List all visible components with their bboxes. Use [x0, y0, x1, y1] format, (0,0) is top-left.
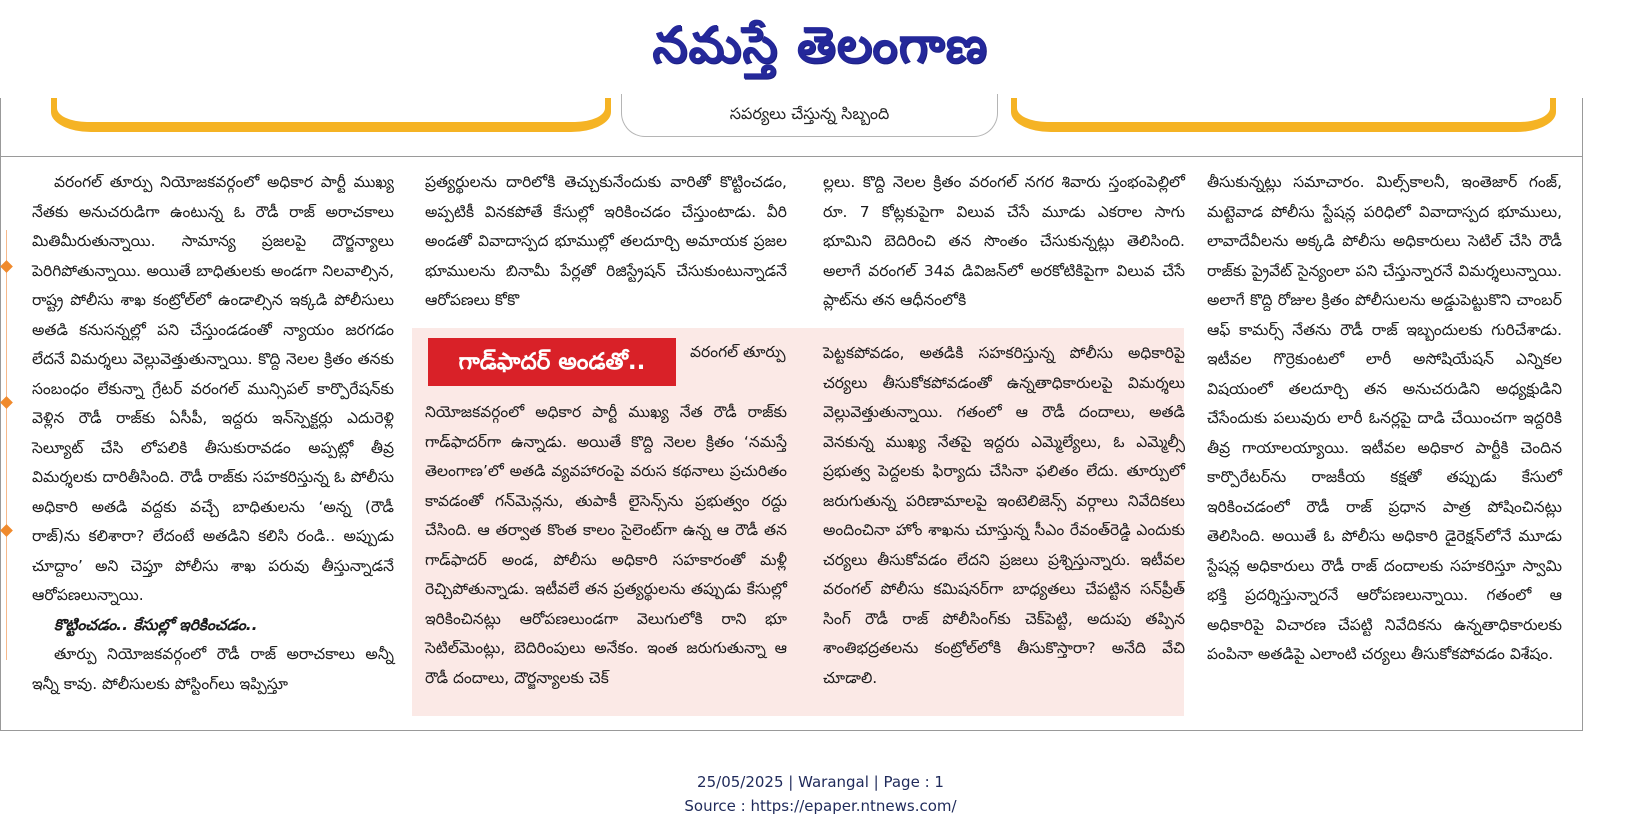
paragraph: తీసుకున్నట్లు సమాచారం. మిల్స్‌కాలనీ, ఇంతెజార్ గంజ్, మట్టెవాడ పోలీసు స్టేషన్ల పరిధిలో వివాదాస్పద భూములు, లావాదేవీలను అక్కడి పోలీసు అధికారులు సెటిల్ చేసి రౌడీ రాజ్‌కు ప్రైవేట్ సైన్యంలా పని చేస్తున్నారనే విమర్శలున్నాయి. అలాగే కొద్ది రోజుల క్రితం పోలీసులను అడ్డుపెట్టుకొని చాంబర్ ఆఫ్ కామర్స్ నేతను రౌడీ రాజ్ ఇబ్బందులకు గురిచేశాడు. ఇటీవల గొర్రెకుంటలో లారీ అసోషియేషన్ ఎన్నికల విషయంలో తలదూర్చి తన అనుచరుడిని అధ్యక్షుడిని చేసేందుకు పలువురు లారీ ఓనర్లపై దాడి చేయించగా ఇద్దరికి తీవ్ర గాయాలయ్యాయి. ఇటీవల అధికార పార్టీకి చెందిన కార్పొరేటర్‌ను రాజకీయ కక్షతో తప్పుడు కేసులో ఇరికించడంలో రౌడీ రాజ్ ప్రధాన పాత్ర పోషించినట్లు తెలిసింది. అయితే ఓ పోలీసు అధికారి డైరెక్షన్‌లోనే మూడు స్టేషన్ల అధికారులు రౌడీ రాజ్ దందాలకు సహకరిస్తూ స్వామి భక్తి ప్రదర్శిస్తున్నారనే ఆరోపణలున్నాయి. గతంలో ఆ అధికారిపై విచారణ చేపట్టి నివేదికను ఉన్నతాధికారులకు పంపినా అతడిపై ఎలాంటి చర్యలు తీసుకోకపోవడం విశేషం. — [1207, 173, 1562, 663]
paragraph: వరంగల్ తూర్పు నియోజకవర్గంలో అధికార పార్టీ ముఖ్య నేతకు అనుచరుడిగా ఉంటున్న ఓ రౌడీ రాజ్ అరాచకాలు మితిమీరుతున్నాయి. సామాన్య ప్రజలపై దౌర్జన్యాలు పెరిగిపోతున్నాయి. అయితే బాధితులకు అండగా నిలవాల్సిన, రాష్ట్ర పోలీసు శాఖ కంట్రోల్‌లో ఉండాల్సిన ఇక్కడి పోలీసులు అతడి కనుసన్నల్లో పని చేస్తుండడంతో న్యాయం జరగడం లేదనే విమర్శలు వెల్లువెత్తుతున్నాయి. కొద్ది నెలల క్రితం తనకు సంబంధం లేకున్నా గ్రేటర్ వరంగల్ మున్సిపల్ కార్పొరేషన్‌కు వెళ్లిన రౌడీ రాజ్‌కు ఏసీపీ, ఇద్దరు ఇన్‌స్పెక్టర్లు ఎదురెళ్లి సెల్యూట్ చేసి లోపలికి తీసుకురావడం అప్పట్లో తీవ్ర విమర్శలకు దారితీసింది. రౌడీ రాజ్‌కు సహకరిస్తున్న ఓ పోలీసు అధికారి అతడి వద్దకు వచ్చే బాధితులను ‘అన్న (రౌడీ రాజ్)ను కలిశారా? లేదంటే అతడిని కలిసి రండి.. అప్పుడు చూద్దాం’ అని చెప్తూ పోలీసు శాఖ పరువు తీస్తున్నాడనే ఆరోపణలున్నాయి. — [32, 173, 394, 604]
article-column-2 — [425, 168, 787, 316]
box-column-1 — [425, 398, 787, 693]
paragraph: తూర్పు నియోజకవర్గంలో రౌడీ రాజ్ అరాచకాలు అన్నీ ఇన్నీ కావు. పోలీసులకు పోస్టింగ్‌లు ఇప్పిస్తూ — [32, 645, 394, 693]
article-column-3 — [823, 168, 1185, 316]
teaser-text: సపర్యలు చేస్తున్న సిబ్బంది — [729, 104, 890, 123]
teaser-wave-left — [51, 98, 611, 132]
paragraph: ల్లలు. కొద్ది నెలల క్రితం వరంగల్ నగర శివారు స్తంభంపెల్లిలో రూ. 7 కోట్లకుపైగా విలువ చేసే మూడు ఎకరాల సాగు భూమిని బెదిరించి తన సొంతం చేసుకున్నట్లు తెలిసింది. అలాగే వరంగల్ 34వ డివిజన్‌లో అరకోటికిపైగా విలువ చేసే ప్లాట్‌ను తన ఆధీనంలోకి — [823, 173, 1185, 309]
teaser-divider — [1, 156, 1582, 157]
box-kicker: గాడ్‌ఫాదర్ అండతో.. — [428, 338, 676, 386]
teaser-band — [1, 98, 1582, 158]
footer-source-line: Source : https://epaper.ntnews.com/ — [684, 797, 957, 815]
box-column-2 — [823, 339, 1185, 693]
footer — [0, 770, 1641, 818]
paragraph: ప్రత్యర్థులను దారిలోకి తెచ్చుకునేందుకు వారితో కొట్టించడం, అప్పటికీ వినకపోతే కేసుల్లో ఇరికించడం చేస్తుంటాడు. వీరి అండతో వివాదాస్పద భూముల్లో తలదూర్చి అమాయక ప్రజల భూములను బినామీ పేర్లతో రిజిస్ట్రేషన్ చేసుకుంటున్నాడనే ఆరోపణలు కోకొ — [425, 173, 787, 309]
paragraph: పెట్టకపోవడం, అతడికి సహకరిస్తున్న పోలీసు అధికారిపై చర్యలు తీసుకోకపోవడంతో ఉన్నతాధికారులపై విమర్శలు వెల్లువెత్తుతున్నాయి. గతంలో ఆ రౌడీ దందాలు, అతడి వెనకున్న ముఖ్య నేతపై ఇద్దరు ఎమ్మెల్యేలు, ఓ ఎమ్మెల్సీ ప్రభుత్వ పెద్దలకు ఫిర్యాదు చేసినా ఫలితం లేదు. తూర్పులో జరుగుతున్న పరిణామాలపై ఇంటెలిజెన్స్ వర్గాలు నివేదికలు అందించినా హోం శాఖను చూస్తున్న సీఎం రేవంత్‌రెడ్డి ఎందుకు చర్యలు తీసుకోవడం లేదని ప్రజలు ప్రశ్నిస్తున్నారు. ఇటీవల వరంగల్ పోలీసు కమిషనర్‌గా బాధ్యతలు చేపట్టిన సన్‌ప్రీత్ సింగ్ రౌడీ రాజ్ పోలీసింగ్‌కు చెక్‌పెట్టి, అదుపు తప్పిన శాంతిభద్రతలను కంట్రోల్‌లోకి తీసుకొస్తారా? అనేది వేచి చూడాలి. — [823, 344, 1185, 687]
article-column-4 — [1207, 168, 1562, 670]
teaser-bubble — [621, 94, 998, 137]
margin-line — [6, 230, 7, 660]
masthead — [0, 0, 1641, 98]
newspaper-logo: నమస్తే తెలంగాణ — [652, 16, 988, 74]
footer-date-line: 25/05/2025 | Warangal | Page : 1 — [697, 773, 944, 791]
box-kicker-side: వరంగల్ తూర్పు — [690, 343, 786, 361]
subheading: కొట్టించడం.. కేసుల్లో ఇరికించడం.. — [54, 615, 258, 634]
article-column-1 — [32, 168, 394, 699]
paragraph: నియోజకవర్గంలో అధికార పార్టీ ముఖ్య నేత రౌడీ రాజ్‌కు గాడ్‌ఫాదర్‌గా ఉన్నాడు. అయితే కొద్ది నెలల క్రితం ‘నమస్తే తెలంగాణ’లో అతడి వ్యవహారంపై వరుస కథనాలు ప్రచురితం కావడంతో గన్‌మెన్లను, తుపాకీ లైసెన్స్‌ను ప్రభుత్వం రద్దు చేసింది. ఆ తర్వాత కొంత కాలం సైలెంట్‌గా ఉన్న ఆ రౌడీ తన గాడ్‌ఫాదర్ అండ, పోలీసు అధికారి సహకారంతో మళ్లీ రెచ్చిపోతున్నాడు. ఇటీవలే తన ప్రత్యర్థులను తప్పుడు కేసుల్లో ఇరికించినట్లు ఆరోపణలుండగా వెలుగులోకి రాని భూ సెటిల్‌మెంట్లు, బెదిరింపులు అనేకం. ఇంత జరుగుతున్నా ఆ రౌడీ దందాలు, దౌర్జన్యాలకు చెక్ — [425, 403, 787, 687]
teaser-wave-right — [1011, 98, 1556, 132]
